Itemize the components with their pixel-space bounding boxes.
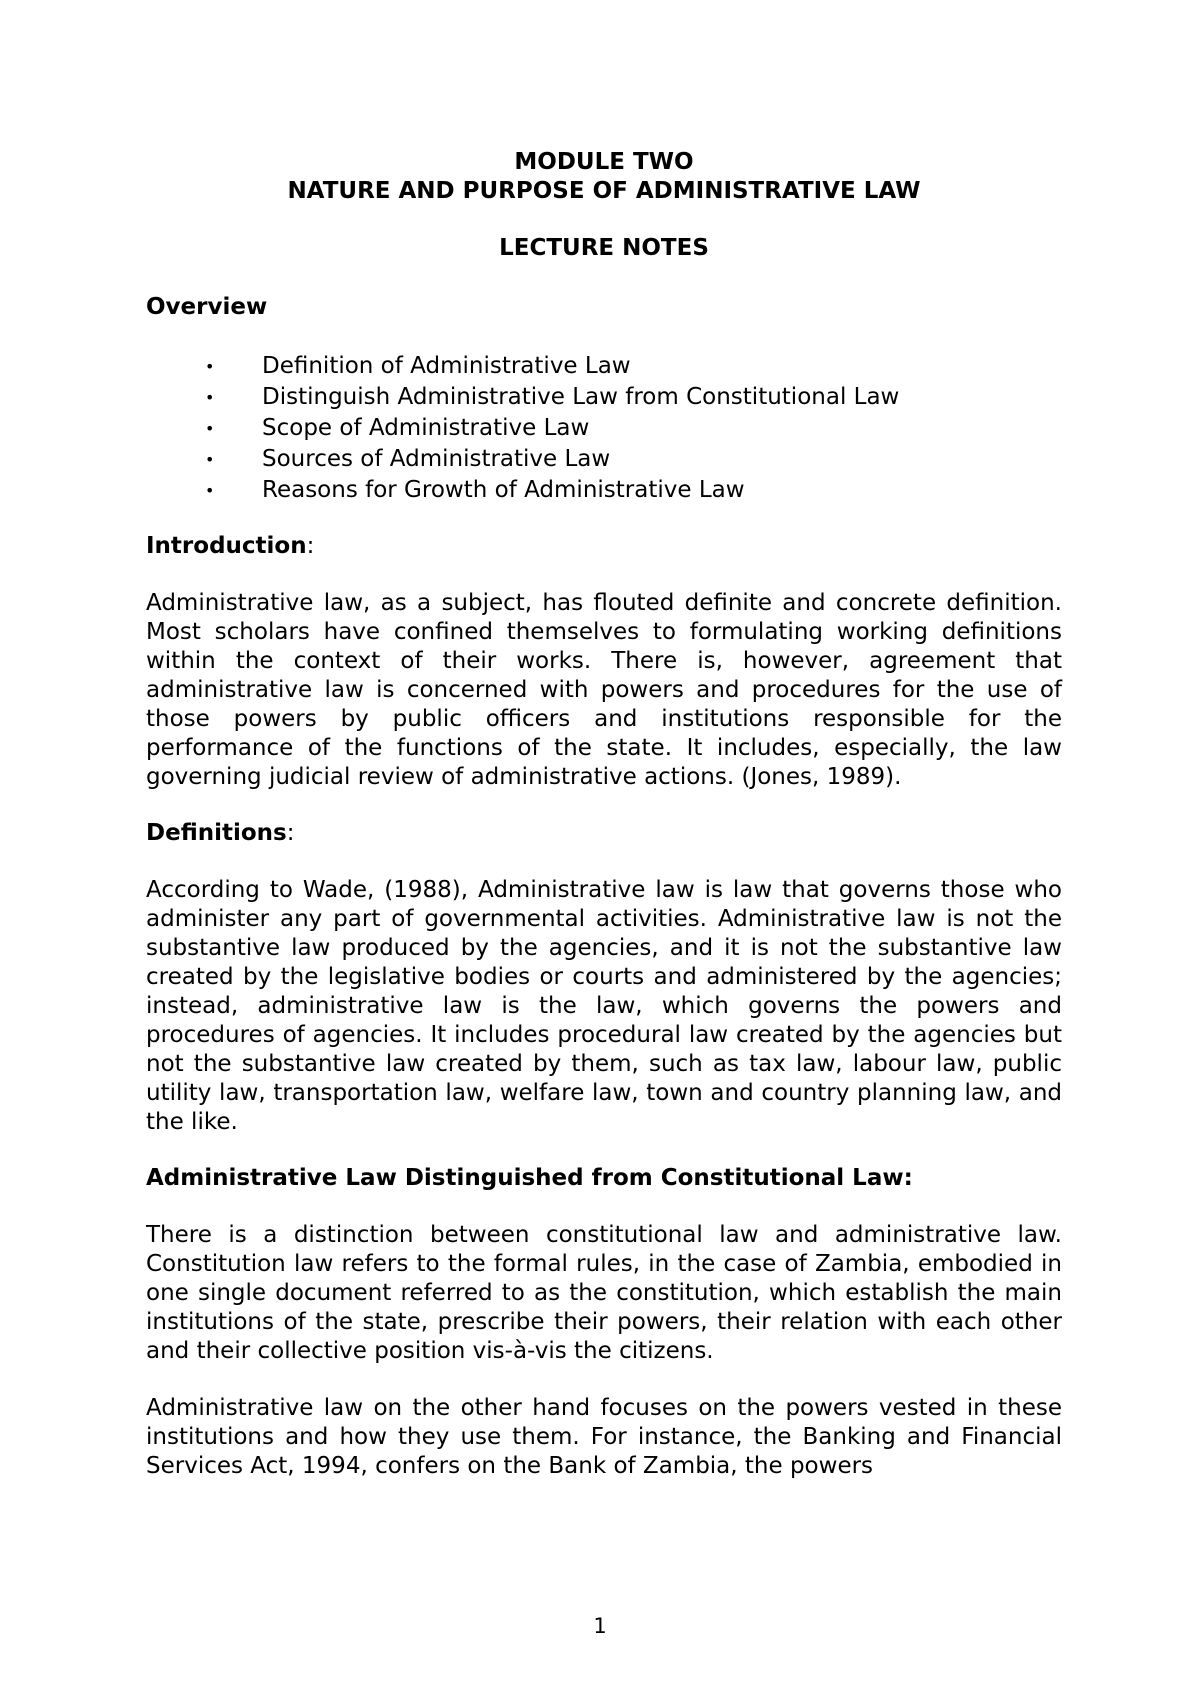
list-item	[146, 383, 1062, 412]
distinguished-heading	[146, 1164, 1062, 1193]
introduction-heading	[146, 532, 1062, 561]
list-item-text: Distinguish Administrative Law from Constitutional Law	[262, 384, 900, 410]
bullet-icon: •	[205, 419, 215, 438]
distinguished-paragraph-2: Administrative law on the other hand focuses on the powers vested in these institutions and how they use them. For instance, the Banking and Financial Services Act, 1994, confers on the Bank of Zambia, the powers	[146, 1395, 1062, 1479]
introduction-heading-text: Introduction	[146, 533, 307, 559]
introduction-paragraph: Administrative law, as a subject, has flouted definite and concrete definition. Most scholars have confined themselves to formulating working definitions within the context of their works. There is, however, agreement that administrative law is concerned with powers and procedures for the use of those powers by public officers and institutions responsible for the performance of the functions of the state. It includes, especially, the law governing judicial review of administrative actions. (Jones, 1989).	[146, 590, 1062, 790]
overview-heading	[146, 293, 1062, 322]
document-subtitle: LECTURE NOTES	[499, 235, 709, 261]
definitions-heading-text: Definitions	[146, 820, 287, 846]
list-item	[146, 352, 1062, 381]
bullet-icon: •	[205, 481, 215, 500]
module-label: MODULE TWO	[514, 149, 694, 175]
document-title: NATURE AND PURPOSE OF ADMINISTRATIVE LAW	[287, 178, 921, 204]
document-page	[146, 148, 1062, 1481]
list-item-text: Definition of Administrative Law	[262, 353, 631, 379]
distinguished-paragraph-1: There is a distinction between constitutional law and administrative law. Constitution law refers to the formal rules, in the case of Zambia, embodied in one single document referred to as the constitution, which establish the main institutions of the state, prescribe their powers, their relation with each other and their collective position vis-à-vis the citizens.	[146, 1222, 1062, 1364]
overview-list	[146, 352, 1062, 505]
definitions-heading	[146, 819, 1062, 848]
bullet-icon: •	[205, 450, 215, 469]
introduction-heading-colon: :	[306, 533, 315, 559]
page-number: 1	[593, 1614, 607, 1638]
definitions-paragraph: According to Wade, (1988), Administrative law is law that governs those who administer any part of governmental activities. Administrative law is not the substantive law produced by the agencies, and it is not the substantive law created by the legislative bodies or courts and administered by the agencies; instead, administrative law is the law, which governs the powers and procedures of agencies. It includes procedural law created by the agencies but not the substantive law created by them, such as tax law, labour law, public utility law, transportation law, welfare law, town and country planning law, and the like.	[146, 877, 1062, 1135]
list-item	[146, 414, 1062, 443]
list-item	[146, 445, 1062, 474]
list-item-text: Reasons for Growth of Administrative Law	[262, 477, 745, 503]
overview-heading-text: Overview	[146, 294, 268, 320]
bullet-icon: •	[205, 388, 215, 407]
list-item	[146, 476, 1062, 505]
bullet-icon: •	[205, 357, 215, 376]
definitions-heading-colon: :	[286, 820, 295, 846]
list-item-text: Sources of Administrative Law	[262, 446, 611, 472]
document-header	[146, 148, 1062, 263]
distinguished-heading-text: Administrative Law Distinguished from Constitutional Law:	[146, 1165, 913, 1191]
list-item-text: Scope of Administrative Law	[262, 415, 590, 441]
